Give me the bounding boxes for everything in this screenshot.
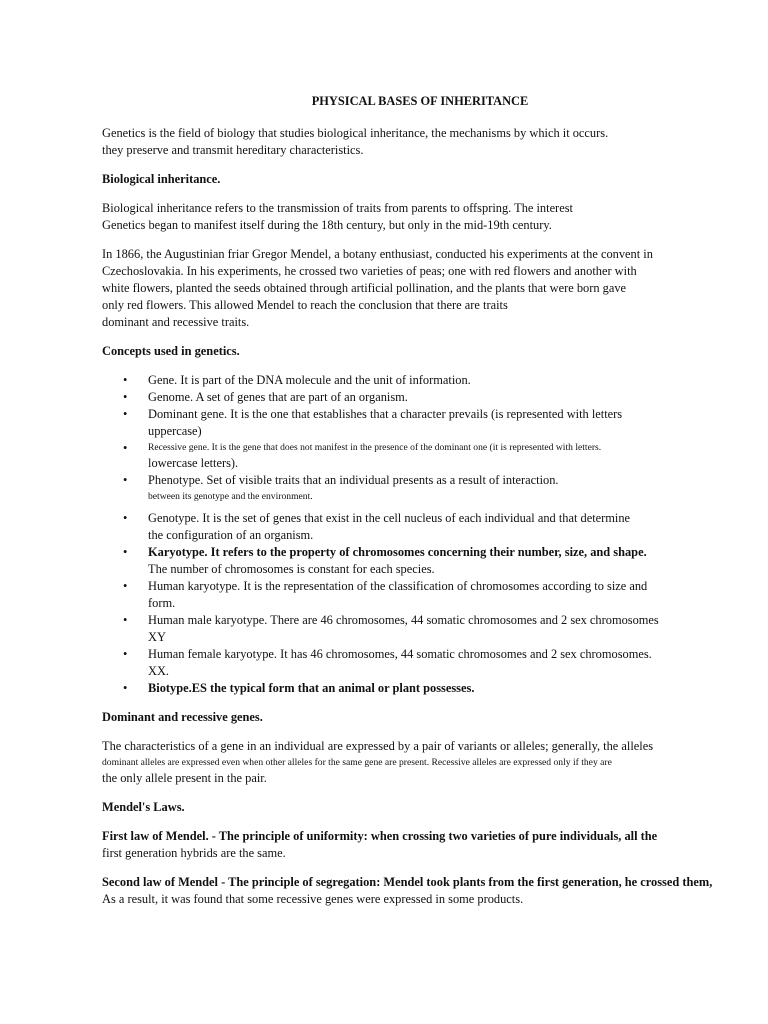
paragraph-line: In 1866, the Augustinian friar Gregor Mendel, a botany enthusiast, conducted his experiments at the convent in	[102, 247, 653, 261]
bullet-icon: •	[123, 373, 128, 387]
intro-paragraph	[102, 125, 674, 159]
list-item-text: Karyotype. It refers to the property of chromosomes concerning their number, size, and shape.	[148, 545, 647, 559]
bullet-icon: •	[123, 390, 128, 404]
paragraph-line: Genetics began to manifest itself during the 18th century, but only in the mid-19th century.	[102, 218, 552, 232]
biological-inheritance-paragraph	[102, 200, 674, 234]
bullet-icon: •	[123, 511, 128, 525]
list-item-text: XX.	[148, 664, 169, 678]
page-title: PHYSICAL BASES OF INHERITANCE	[311, 94, 529, 108]
biological-inheritance-heading: Biological inheritance.	[102, 172, 221, 186]
paragraph-line: The characteristics of a gene in an individual are expressed by a pair of variants or alleles; generally, the alleles	[102, 739, 654, 753]
list-item-text: Genome. A set of genes that are part of an organism.	[148, 390, 408, 404]
first-law-paragraph	[102, 828, 674, 862]
list-item-text: lowercase letters).	[148, 456, 239, 470]
second-law-paragraph	[102, 874, 713, 908]
list-item-text: Human female karyotype. It has 46 chromosomes, 44 somatic chromosomes and 2 sex chromosomes.	[148, 647, 652, 661]
bullet-icon: •	[123, 545, 128, 559]
list-item	[123, 389, 674, 406]
bullet-icon: •	[123, 579, 128, 593]
list-item	[123, 544, 674, 578]
paragraph-line: only red flowers. This allowed Mendel to reach the conclusion that there are traits	[102, 298, 508, 312]
list-item	[123, 510, 674, 544]
paragraph-line: white flowers, planted the seeds obtained through artificial pollination, and the plants that were born gave	[102, 281, 627, 295]
bullet-icon: •	[123, 441, 128, 455]
list-item-text: Human male karyotype. There are 46 chromosomes, 44 somatic chromosomes and 2 sex chromosomes XY	[148, 613, 659, 644]
dominant-recessive-heading: Dominant and recessive genes.	[102, 710, 263, 724]
list-item-text: Recessive gene. It is the gene that does not manifest in the presence of the dominant one (it is represented with letters.	[148, 442, 602, 453]
paragraph-line: Czechoslovakia. In his experiments, he crossed two varieties of peas; one with red flowers and another with	[102, 264, 637, 278]
dominant-recessive-paragraph	[102, 738, 674, 787]
bullet-icon: •	[123, 473, 128, 487]
list-item-text: The number of chromosomes is constant for each species.	[148, 562, 435, 576]
list-item-text: Biotype.ES the typical form that an animal or plant possesses.	[148, 681, 475, 695]
list-item	[123, 472, 674, 504]
list-item-text: the configuration of an organism.	[148, 528, 314, 542]
bullet-icon: •	[123, 613, 128, 627]
list-item-text: Dominant gene. It is the one that establishes that a character prevails (is represented with letters	[148, 407, 623, 421]
paragraph-line: first generation hybrids are the same.	[102, 846, 286, 860]
list-item	[123, 372, 674, 389]
bullet-icon: •	[123, 681, 128, 695]
list-item	[123, 646, 674, 680]
paragraph-line: Biological inheritance refers to the transmission of traits from parents to offspring. The interest	[102, 201, 573, 215]
list-item-text: Gene. It is part of the DNA molecule and the unit of information.	[148, 373, 471, 387]
first-law-title: First law of Mendel. - The principle of uniformity: when crossing two varieties of pure individuals, all the	[102, 829, 658, 843]
bullet-icon: •	[123, 407, 128, 421]
list-item-text: uppercase)	[148, 424, 202, 438]
intro-line: Genetics is the field of biology that studies biological inheritance, the mechanisms by which it occurs.	[102, 126, 609, 140]
second-law-title: Second law of Mendel - The principle of segregation: Mendel took plants from the first generation, he crossed them,	[102, 875, 713, 889]
document-body	[102, 93, 713, 920]
intro-line: they preserve and transmit hereditary characteristics.	[102, 143, 364, 157]
mendel-laws-heading: Mendel's Laws.	[102, 800, 185, 814]
list-item-text: form.	[148, 596, 176, 610]
paragraph-line: dominant and recessive traits.	[102, 315, 250, 329]
list-item	[123, 578, 674, 612]
concepts-list	[102, 372, 674, 697]
list-item	[123, 406, 674, 440]
mendel-history-paragraph	[102, 246, 674, 331]
list-item-text: Genotype. It is the set of genes that exist in the cell nucleus of each individual and that determine	[148, 511, 631, 525]
list-item	[123, 612, 674, 646]
list-item-text: between its genotype and the environment.	[148, 491, 313, 502]
concepts-heading: Concepts used in genetics.	[102, 344, 240, 358]
bullet-icon: •	[123, 647, 128, 661]
list-item	[123, 440, 674, 472]
paragraph-line: dominant alleles are expressed even when other alleles for the same gene are present. Recessive alleles are expressed only if they are	[102, 757, 612, 768]
list-item-text: Human karyotype. It is the representation of the classification of chromosomes according to size and	[148, 579, 648, 593]
list-item-text: Phenotype. Set of visible traits that an individual presents as a result of interaction.	[148, 473, 559, 487]
list-item	[123, 680, 674, 697]
paragraph-line: As a result, it was found that some recessive genes were expressed in some products.	[102, 892, 524, 906]
paragraph-line: the only allele present in the pair.	[102, 771, 267, 785]
